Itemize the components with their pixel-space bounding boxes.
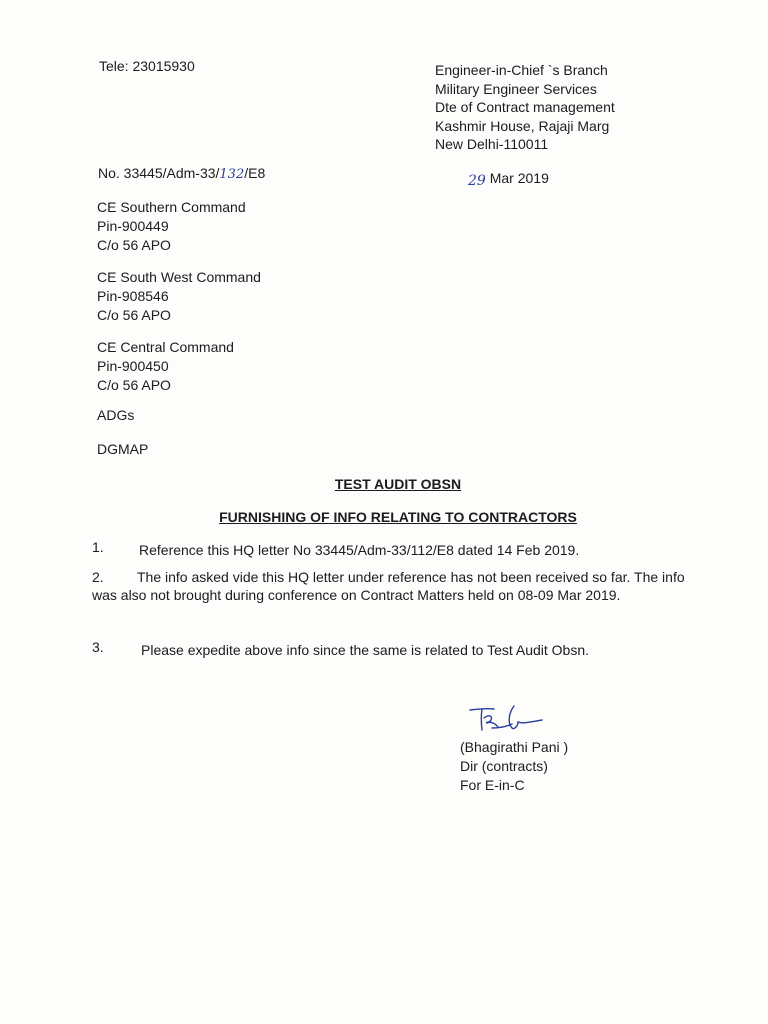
signatory-on-behalf: For E-in-C: [460, 777, 525, 793]
paragraph-number: 1.: [92, 539, 104, 555]
signatory-designation: Dir (contracts): [460, 758, 548, 774]
addressee-line: C/o 56 APO: [97, 237, 171, 253]
subject-subheading: FURNISHING OF INFO RELATING TO CONTRACTORS: [219, 509, 577, 525]
office-address-line: New Delhi-110011: [435, 136, 549, 152]
addressee-line: CE Southern Command: [97, 199, 246, 215]
addressee-line: Pin-908546: [97, 288, 169, 304]
office-address-line: Military Engineer Services: [435, 80, 597, 97]
addressee-block: [97, 268, 261, 325]
addressee-line: DGMAP: [97, 441, 149, 457]
date-month-year: Mar 2019: [489, 170, 549, 186]
addressee-line: ADGs: [97, 407, 135, 423]
paragraph: [92, 568, 712, 604]
addressee-block: [97, 440, 148, 459]
office-address-line: Kashmir House, Rajaji Marg: [435, 117, 610, 134]
addressee-line: Pin-900450: [97, 358, 169, 374]
office-address-line: Engineer-in-Chief `s Branch: [435, 62, 608, 78]
addressee-block: [97, 406, 134, 425]
signatory-name: (Bhagirathi Pani ): [460, 739, 569, 755]
reference-number-prefix: No. 33445/Adm-33/: [98, 165, 220, 181]
office-address-line: Dte of Contract management: [435, 99, 615, 115]
paragraph-text: Please expedite above info since the same is related to Test Audit Obsn.: [141, 642, 590, 658]
paragraph-text: Reference this HQ letter No 33445/Adm-33/112/E8 dated 14 Feb 2019.: [139, 542, 580, 558]
addressee-line: CE South West Command: [97, 269, 261, 285]
addressee-line: C/o 56 APO: [97, 377, 171, 393]
paragraph-number: 3.: [92, 639, 104, 655]
date-day-handwritten: 29: [468, 173, 486, 189]
reference-number-suffix: /E8: [244, 165, 266, 181]
addressee-line: C/o 56 APO: [97, 307, 171, 323]
paragraph-body: [92, 569, 685, 603]
subject-heading: TEST AUDIT OBSN: [334, 476, 462, 492]
telephone-number: Tele: 23015930: [99, 58, 195, 74]
addressee-block: [97, 338, 234, 395]
addressee-block: [97, 198, 246, 255]
reference-number: [98, 164, 265, 184]
handwritten-signature: [462, 700, 552, 738]
addressee-line: Pin-900449: [97, 218, 169, 234]
paragraph-text: The info asked vide this HQ letter under reference has not been received so far. The info was also not brought during conference on Contract Matters held on 08-09 Mar 2019.: [92, 569, 685, 603]
paragraph-number: 2.: [92, 569, 104, 585]
reference-number-handwritten: 132: [219, 167, 245, 182]
addressee-line: CE Central Command: [97, 339, 234, 355]
letter-date: [468, 169, 549, 188]
signatory-block: [460, 738, 568, 795]
office-address: [435, 61, 615, 154]
